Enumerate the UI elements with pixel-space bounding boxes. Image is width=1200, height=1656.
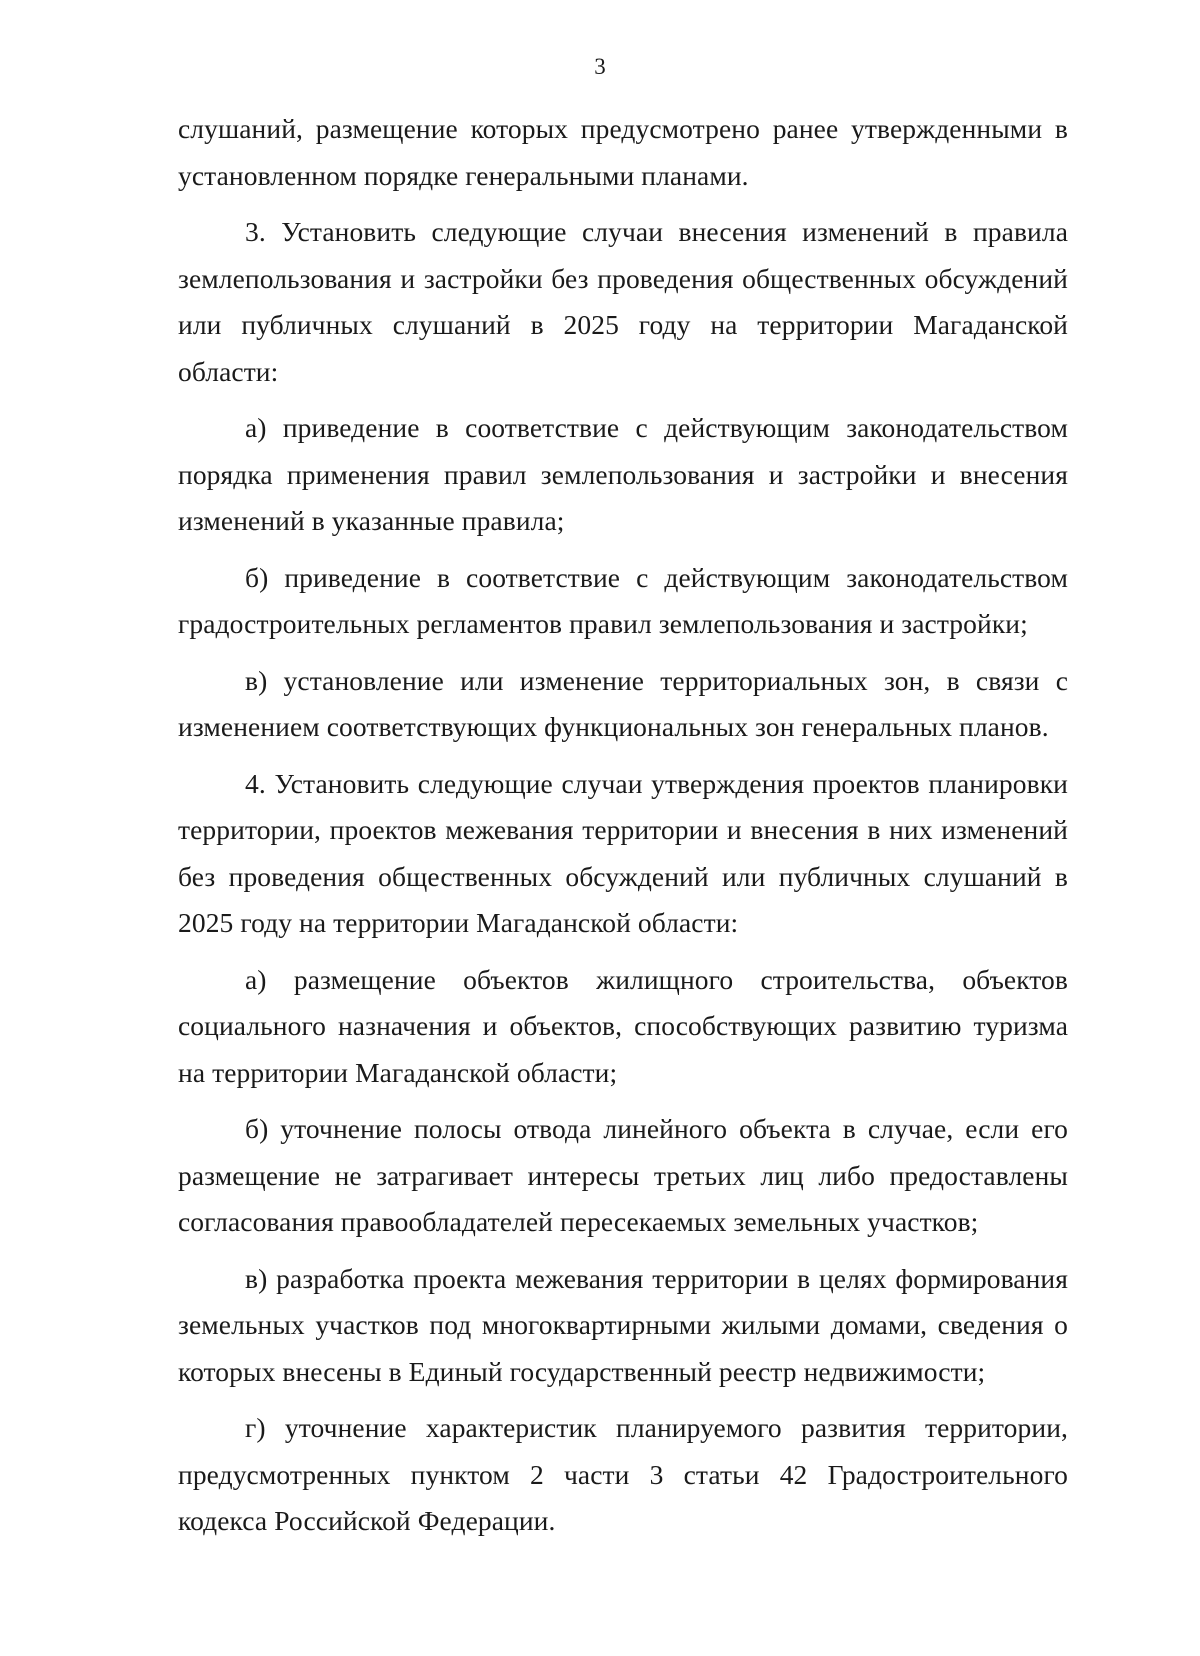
paragraph-item-3b: б) приведение в соответствие с действующим законодательством градостроительных регламентов правил землепользования и застройки; — [178, 561, 1068, 639]
paragraph-item-4b: б) уточнение полосы отвода линейного объекта в случае, если его размещение не затрагивает интересы третьих лиц либо предоставлены согласования правообладателей пересекаемых земельных участков; — [178, 1113, 1068, 1237]
paragraph-item-3a: а) приведение в соответствие с действующим законодательством порядка применения правил землепользования и застройки и внесения изменений в указанные правила; — [178, 412, 1068, 536]
document-body — [178, 106, 1068, 1545]
paragraph-item-4: 4. Установить следующие случаи утверждения проектов планировки территории, проектов межевания территории и внесения в них изменений без проведения общественных обсуждений или публичных слушаний в 2025 году на территории Магаданской области: — [178, 767, 1068, 938]
paragraph-item-4g: г) уточнение характеристик планируемого развития территории, предусмотренных пунктом 2 части 3 статьи 42 Градостроительного кодекса Российской Федерации. — [178, 1412, 1068, 1536]
page-number: 3 — [594, 54, 606, 79]
paragraph-continuation: слушаний, размещение которых предусмотрено ранее утвержденными в установленном порядке генеральными планами. — [178, 113, 1068, 191]
paragraph-item-4a: а) размещение объектов жилищного строительства, объектов социального назначения и объектов, способствующих развитию туризма на территории Магаданской области; — [178, 963, 1068, 1088]
paragraph-item-3: 3. Установить следующие случаи внесения изменений в правила землепользования и застройки без проведения общественных обсуждений или публичных слушаний в 2025 году на территории Магаданской области: — [178, 216, 1068, 387]
paragraph-item-4v: в) разработка проекта межевания территории в целях формирования земельных участков под многоквартирными жилыми домами, сведения о которых внесены в Единый государственный реестр недвижимости; — [178, 1262, 1068, 1387]
paragraph-item-3v: в) установление или изменение территориальных зон, в связи с изменением соответствующих функциональных зон генеральных планов. — [178, 664, 1068, 742]
